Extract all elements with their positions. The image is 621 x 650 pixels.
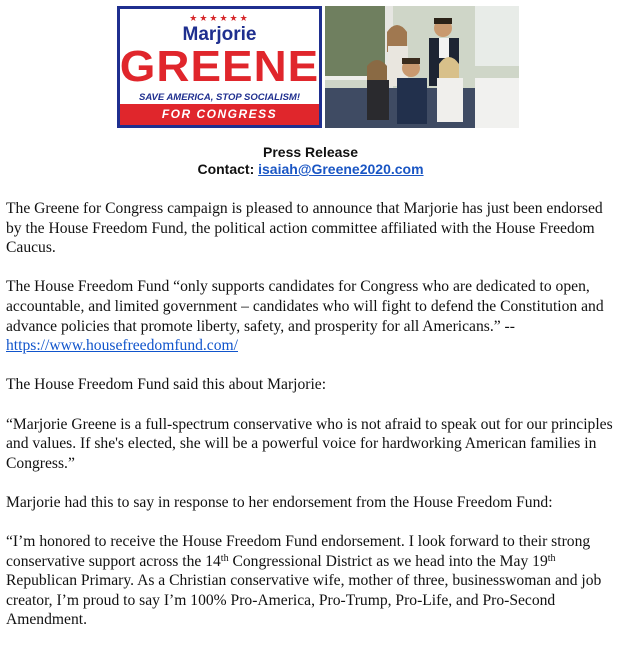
paragraph-response-intro: Marjorie had this to say in response to her endorsement from the House Freedom Fund: — [6, 493, 553, 511]
superscript-th-1: th — [220, 552, 229, 564]
paragraph-hff-quote — [6, 277, 618, 355]
greene-quote-part-3: Republican Primary. As a Christian conservative wife, mother of three, businesswoman and job creator, I’m proud to say I’m 100% Pro-America, Pro-Trump, Pro-Life, and Pro-Second Amendment. — [6, 572, 602, 629]
stars-row: ★★★★★★ — [189, 13, 250, 23]
logo-tagline: SAVE AMERICA, STOP SOCIALISM! — [139, 92, 300, 103]
paragraph-hff-intro: The House Freedom Fund said this about Marjorie: — [6, 376, 327, 394]
logo-for-congress: FOR CONGRESS — [120, 104, 319, 125]
contact-line — [0, 161, 621, 178]
hff-website-link[interactable]: https://www.housefreedomfund.com/ — [6, 337, 238, 355]
person-seated-left — [367, 60, 389, 120]
photo-couch-right — [475, 78, 519, 128]
paragraph-hff-statement: “Marjorie Greene is a full-spectrum conservative who is not afraid to speak out for our principles and values. If she's elected, she will be a powerful voice for hardworking American families in Congress.” — [6, 415, 613, 472]
photo-window — [475, 6, 519, 66]
header-banner — [117, 6, 519, 128]
paragraph-announcement: The Greene for Congress campaign is pleased to announce that Marjorie has just been endorsed by the House Freedom Fund, the political action committee affiliated with the House Freedom Caucus. — [6, 200, 603, 257]
contact-email-link[interactable]: isaiah@Greene2020.com — [258, 161, 424, 177]
greene-quote-part-2: Congressional District as we head into the May 19 — [228, 552, 548, 570]
contact-label: Contact: — [197, 161, 255, 177]
logo-last-name: GREENE — [119, 42, 320, 91]
family-photo — [325, 6, 519, 128]
logo-first-name: Marjorie — [182, 24, 257, 45]
campaign-logo — [117, 6, 322, 128]
press-release-body — [6, 199, 618, 650]
superscript-th-2: th — [547, 552, 556, 564]
greene-quote-part-1: “I’m honored to receive the House Freedom Fund endorsement. I look forward to their strong conservative support across the 14 — [6, 533, 591, 570]
hff-quote-text: The House Freedom Fund “only supports candidates for Congress who are dedicated to open, accountable, and limited government – candidates who will fight to defend the Constitution and advance policies that promote liberty, safety, and prosperity for all Americans.” -- — [6, 278, 604, 335]
press-release-title: Press Release — [263, 144, 358, 160]
press-release-header — [0, 144, 621, 178]
paragraph-greene-quote — [6, 532, 618, 630]
person-standing-woman — [387, 25, 408, 86]
